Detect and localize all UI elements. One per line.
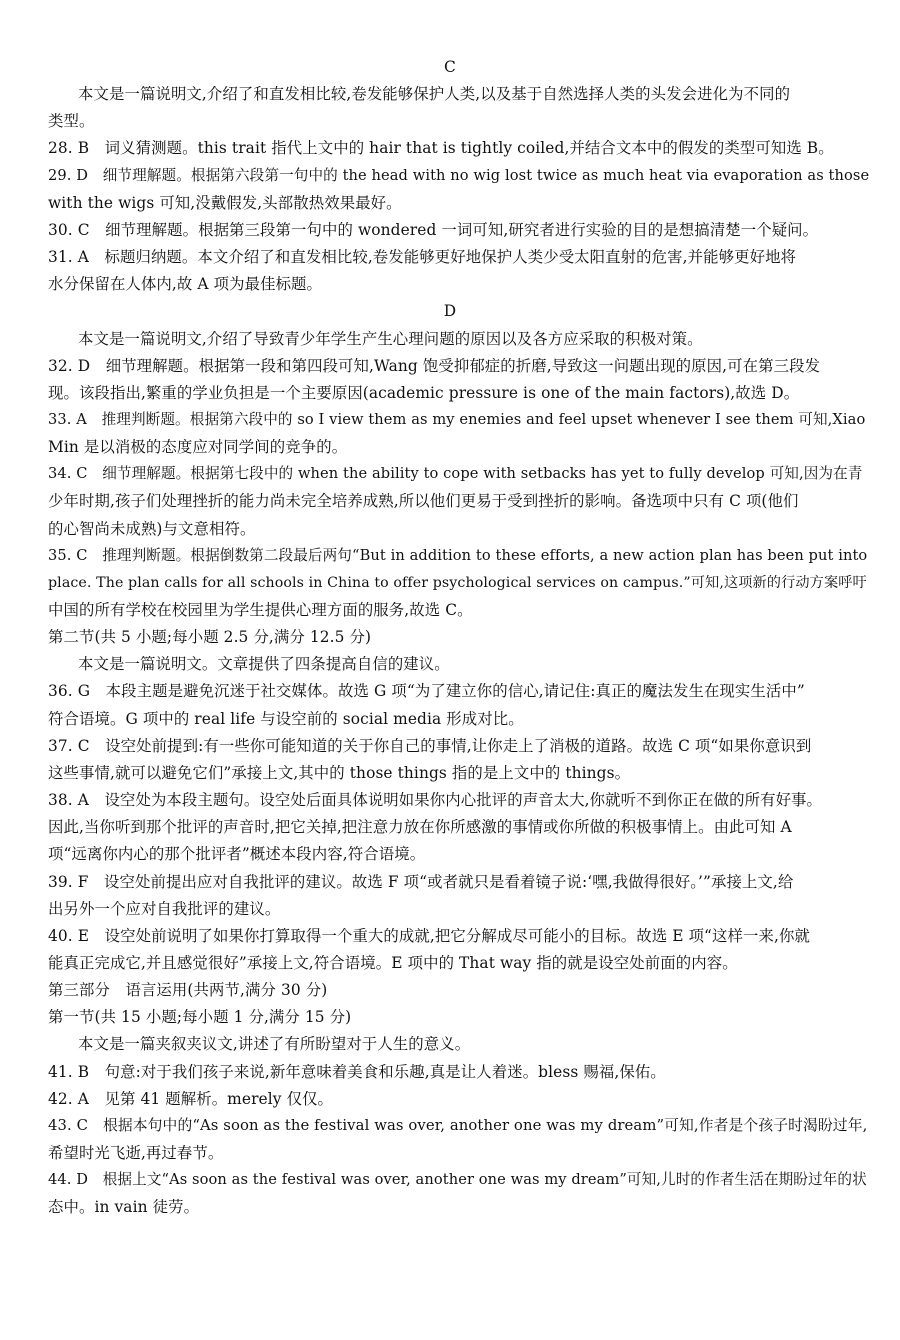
text-line: 符合语境。G 项中的 real life 与设空前的 social media 形成对比。 (48, 709, 524, 728)
text-line: 项“远离你内心的那个批评者”概述本段内容,符合语境。 (48, 845, 426, 864)
text-line: 少年时期,孩子们处理挫折的能力尚未完全培养成熟,所以他们更易于受到挫折的影响。备选项中只有 C 项(他们 (48, 492, 799, 511)
text-line: place. The plan calls for all schools in China to offer psychological services on campus.”可知,这项新的行动方案呼吁 (48, 574, 867, 591)
text-line: 41. B 句意:对于我们孩子来说,新年意味着美食和乐趣,真是让人着迷。bless 赐福,保佑。 (48, 1062, 666, 1081)
text-line: 44. D 根据上文“As soon as the festival was over, another one was my dream”可知,儿时的作者生活在期盼过年的状 (48, 1171, 867, 1189)
text-line: 39. F 设空处前提出应对自我批评的建议。故选 F 项“或者就只是看着镜子说:‘嘿,我做得很好。’”承接上文,给 (48, 872, 794, 891)
section-heading: D (443, 302, 457, 321)
text-line: 第一节(共 15 小题;每小题 1 分,满分 15 分) (48, 1008, 352, 1027)
text-line: 能真正完成它,并且感觉很好”承接上文,符合语境。E 项中的 That way 指的就是设空处前面的内容。 (48, 953, 738, 972)
text-line: 本文是一篇说明文,介绍了和直发相比较,卷发能够保护人类,以及基于自然选择人类的头发会进化为不同的 (78, 85, 791, 104)
text-line: Min 是以消极的态度应对同学间的竞争的。 (48, 438, 348, 457)
text-line: 29. D 细节理解题。根据第六段第一句中的 the head with no wig lost twice as much heat via evaporation as those (48, 166, 870, 184)
text-line: 第二节(共 5 小题;每小题 2.5 分,满分 12.5 分) (48, 628, 372, 647)
text-line: 本文是一篇说明文。文章提供了四条提高自信的建议。 (78, 655, 450, 674)
text-line: 32. D 细节理解题。根据第一段和第四段可知,Wang 饱受抑郁症的折磨,导致这一问题出现的原因,可在第三段发 (48, 356, 821, 375)
text-line: 40. E 设空处前说明了如果你打算取得一个重大的成就,把它分解成尽可能小的目标。故选 E 项“这样一来,你就 (48, 926, 810, 945)
text-line: 30. C 细节理解题。根据第三段第一句中的 wondered 一词可知,研究者进行实验的目的是想搞清楚一个疑问。 (48, 220, 819, 239)
text-line: 35. C 推理判断题。根据倒数第二段最后两句“But in addition to these efforts, a new action plan has been put into (48, 546, 868, 564)
text-line: with the wigs 可知,没戴假发,头部散热效果最好。 (48, 193, 402, 212)
text-line: 本文是一篇说明文,介绍了导致青少年学生产生心理问题的原因以及各方应采取的积极对策。 (78, 329, 703, 348)
text-line: 36. G 本段主题是避免沉迷于社交媒体。故选 G 项“为了建立你的信心,请记住:真正的魔法发生在现实生活中” (48, 682, 805, 701)
text-line: 水分保留在人体内,故 A 项为最佳标题。 (48, 275, 323, 294)
text-line: 本文是一篇夹叙夹议文,讲述了有所盼望对于人生的意义。 (78, 1035, 471, 1054)
text-line: 43. C 根据本句中的“As soon as the festival was over, another one was my dream”可知,作者是个孩子时渴盼过年, (48, 1116, 868, 1134)
text-line: 这些事情,就可以避免它们”承接上文,其中的 those things 指的是上文中的 things。 (48, 763, 631, 782)
text-line: 31. A 标题归纳题。本文介绍了和直发相比较,卷发能够更好地保护人类少受太阳直射的危害,并能够更好地将 (48, 248, 797, 266)
text-line: 34. C 细节理解题。根据第七段中的 when the ability to cope with setbacks has yet to fully develop 可知,因为在青 (48, 465, 863, 483)
text-line: 33. A 推理判断题。根据第六段中的 so I view them as my enemies and feel upset whenever I see them 可知,Xiao (48, 410, 866, 428)
text-line: 42. A 见第 41 题解析。merely 仅仅。 (48, 1089, 334, 1108)
text-line: 37. C 设空处前提到:有一些你可能知道的关于你自己的事情,让你走上了消极的道路。故选 C 项“如果你意识到 (48, 736, 812, 755)
text-line: 的心智尚未成熟)与文意相符。 (48, 519, 256, 538)
text-line: 态中。in vain 徒劳。 (48, 1198, 200, 1217)
text-line: 类型。 (48, 112, 95, 131)
text-line: 出另外一个应对自我批评的建议。 (48, 899, 281, 918)
section-heading: C (444, 58, 456, 76)
text-line: 因此,当你听到那个批评的声音时,把它关掉,把注意力放在你所感激的事情或你所做的积极事情上。由此可知 A (48, 818, 792, 837)
text-line: 38. A 设空处为本段主题句。设空处后面具体说明如果你内心批评的声音太大,你就听不到你正在做的所有好事。 (48, 791, 823, 809)
text-line: 第三部分 语言运用(共两节,满分 30 分) (48, 981, 328, 1000)
text-line: 希望时光飞逝,再过春节。 (48, 1144, 224, 1162)
text-line: 现。该段指出,繁重的学业负担是一个主要原因(academic pressure is one of the main factors),故选 D。 (48, 383, 800, 402)
text-line: 中国的所有学校在校园里为学生提供心理方面的服务,故选 C。 (48, 601, 473, 619)
text-line: 28. B 词义猜测题。this trait 指代上文中的 hair that is tightly coiled,并结合文本中的假发的类型可知选 B。 (48, 139, 834, 158)
